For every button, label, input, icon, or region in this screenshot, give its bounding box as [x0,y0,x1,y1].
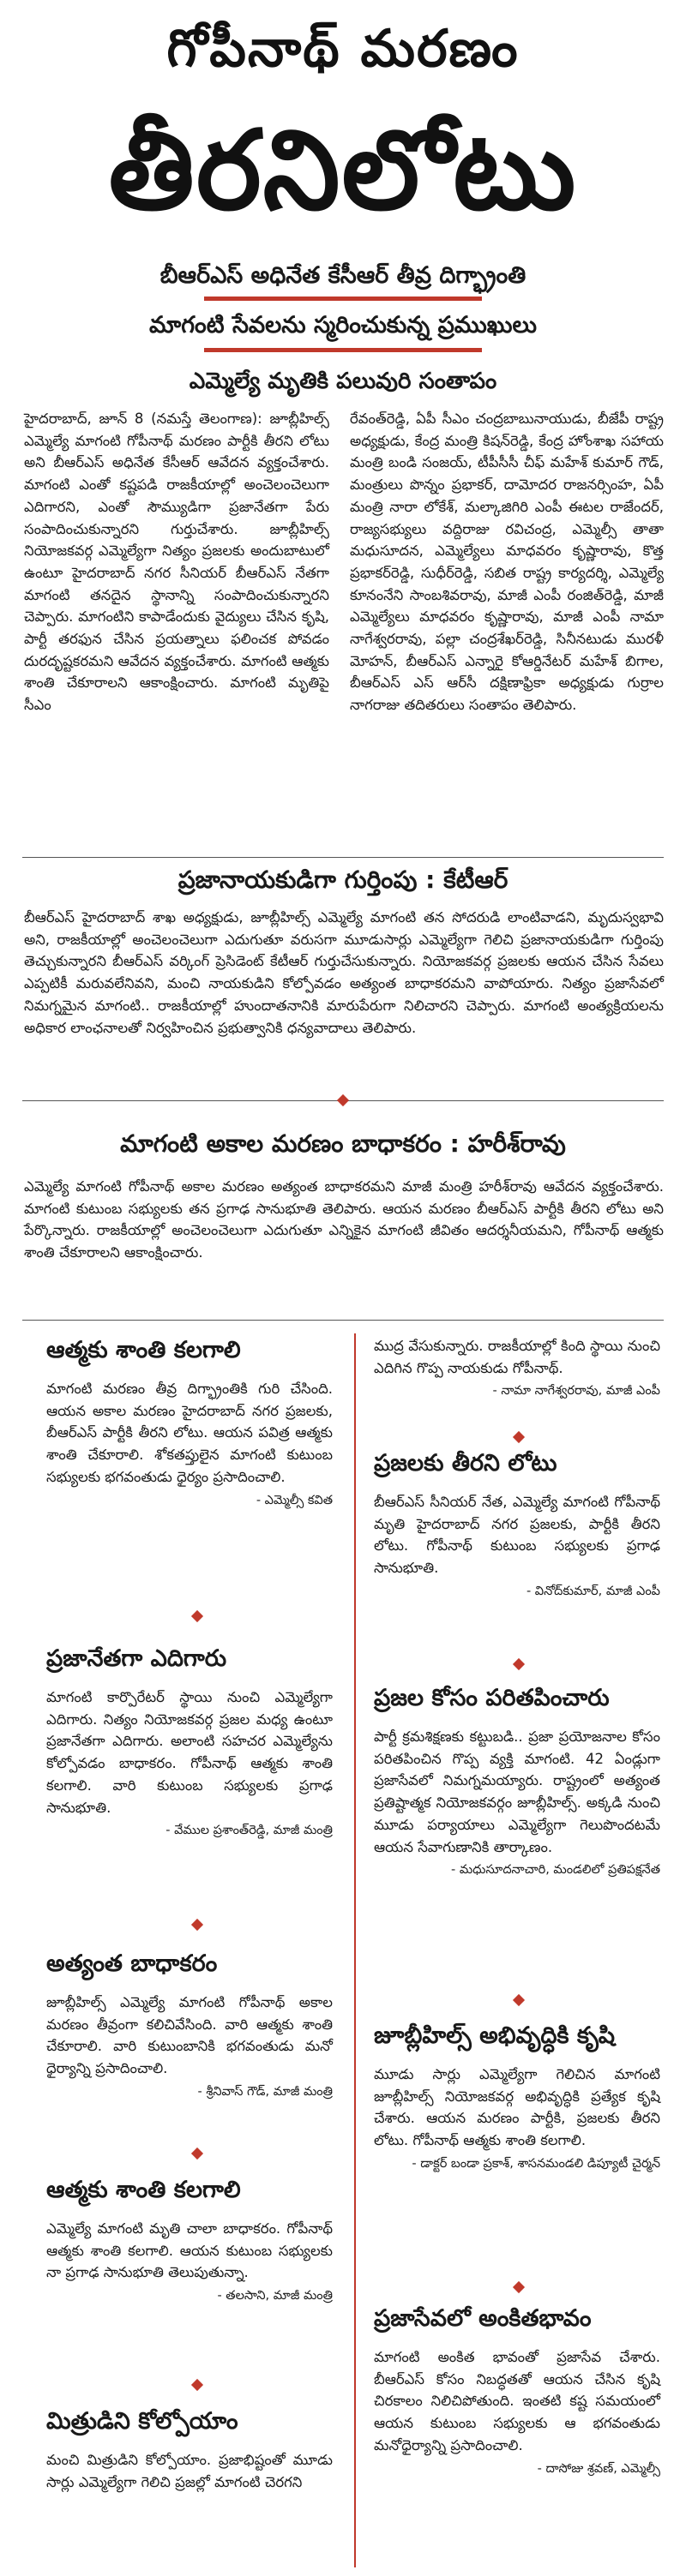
tribute-signature: - తలసాని, మాజీ మంత్రి [217,2289,333,2303]
tribute-title: ప్రజానేతగా ఎదిగారు [46,1645,227,1672]
tribute-box-dasoju [374,2305,660,2479]
divider-ornament [191,1919,203,1931]
subhead-2: మాగంటి సేవలను స్మరించుకున్న ప్రముఖులు [149,312,537,338]
tribute-signature: - శ్రీనివాస్ గౌడ్, మాజీ మంత్రి [197,2084,333,2099]
headline-line-2: తీరనిలోటు [108,106,578,235]
tribute-title: ప్రజల కోసం పరితపించారు [374,1685,610,1711]
divider-ornament [513,1431,525,1443]
tribute-body: జూబ్లీహిల్స్ ఎమ్మెల్యే మాగంటి గోపీనాథ్ అకాల మరణం తీవ్రంగా కలిచివేసింది. వారి ఆత్మకు శాంతి చేకూరాలి. వారి కుటుంబానికి భగవంతుడు మనో ధైర్యాన్ని ప్రసాదించాలి. [46,1994,333,2077]
tribute-box-nama-continued [374,1335,660,1401]
tribute-signature: - డాక్టర్ బండా ప్రకాశ్, శాసనమండలి డిప్యూటీ చైర్మన్ [412,2156,660,2171]
tribute-box-vinod [374,1450,660,1602]
section-divider [22,1320,664,1321]
divider-ornament [513,1658,525,1670]
tribute-box-nama-start [46,2408,333,2493]
tribute-title: మిత్రుడిని కోల్పోయాం [46,2408,238,2435]
tribute-body: మాగంటి కార్పొరేటర్ స్థాయి నుంచి ఎమ్మెల్యేగా ఎదిగారు. నిత్యం నియోజకవర్గ ప్రజల మధ్య ఉంటూ ప్రజానేతగా ఎదిగారు. అలాంటి సహచర ఎమ్మెల్యేను కోల్పోవడం బాధాకరం. గోపీనాథ్ ఆత్మకు శాంతి కలగాలి. వారి కుటుంబ సభ్యులకు ప్రగాఢ సానుభూతి. [46,1689,333,1816]
tribute-box-kavitha [46,1337,333,1511]
tribute-title: అత్యంత బాధాకరం [46,1950,218,1977]
section-divider [22,857,664,858]
tribute-signature: - వినోద్‌కుమార్, మాజీ ఎంపీ [526,1584,660,1598]
tribute-box-talasani [46,2177,333,2306]
ktr-section-title: ప్రజానాయకుడిగా గుర్తింపు : కేటీఆర్ [178,866,508,894]
tribute-body: మాగంటి అంకిత భావంతో ప్రజాసేవ చేశారు. బీఆర్ఎస్ కోసం నిబద్ధతతో ఆయన చేసిన కృషి చిరకాలం నిలిచిపోతుంది. ఇంతటి కష్ట సమయంలో ఆయన కుటుంబ సభ్యులకు ఆ భగవంతుడు మనోధైర్యాన్ని ప్రసాదించాలి. [374,2349,660,2453]
headline-line-1: గోపీనాథ్ మరణం [166,19,520,79]
tribute-signature: - దాసోజు శ్రవణ్, ఎమ్మెల్సీ [537,2461,660,2476]
tribute-body: మూడు సార్లు ఎమ్మెల్యేగా గెలిచిన మాగంటి జూబ్లీహిల్స్ నియోజకవర్గ అభివృద్ధికి ప్రత్యేక కృషి చేశారు. ఆయన మరణం పార్టీకి, ప్రజలకు తీరని లోటు. గోపీనాథ్ ఆత్మకు శాంతి కలగాలి. [374,2066,660,2149]
harish-text: ఎమ్మెల్యే మాగంటి గోపీనాథ్ అకాల మరణం అత్యంత బాధాకరమని మాజీ మంత్రి హరీశ్‌రావు ఆవేదన వ్యక్తంచేశారు. మాగంటి కుటుంబ సభ్యులకు తన ప్రగాఢ సానుభూతి తెలిపారు. ఆయన మరణం బీఆర్ఎస్ పార్టీకి తీరని లోటు అని పేర్కొన్నారు. రాజకీయాల్లో అంచెలంచెలుగా ఎదుగుతూ ఎన్నికైన మాగంటి జీవితం ఆదర్శనీయమని, గోపీనాథ్ ఆత్మకు శాంతి చేకూరాలని ఆకాంక్షించారు. [24,1178,664,1261]
divider-ornament [337,1094,349,1106]
divider-ornament [513,2281,525,2293]
harish-section-body [24,1176,664,1264]
divider-ornament [513,1994,525,2006]
subhead-divider [204,297,482,301]
tribute-box-madhusudhanachari [374,1685,660,1880]
subhead-divider [204,348,482,352]
harish-section-title: మాగంటి అకాల మరణం బాధాకరం : హరీశ్‌రావు [120,1129,566,1158]
lead-right-text: రేవంత్‌రెడ్డి, ఏపీ సీఎం చంద్రబాబునాయుడు, బీజేపీ రాష్ట్ర అధ్యక్షుడు, కేంద్ర మంత్రి కిషన్‌రెడ్డి, కేంద్ర హోంశాఖ సహాయ మంత్రి బండి సంజయ్, టీపీసీసీ చీఫ్ మహేశ్ కుమార్ గౌడ్, మంత్రులు పొన్నం ప్రభాకర్, దామోదర రాజనర్సింహ, ఏపీ మంత్రి నారా లోకేశ్, మల్కాజిగిరి ఎంపీ ఈటల రాజేందర్, రాజ్యసభ్యులు వద్దిరాజు రవిచంద్ర, ఎమ్మెల్సీ తాతా మధుసూదన, ఎమ్మెల్యేలు మాధవరం కృష్ణారావు, కొత్త ప్రభాకర్‌రెడ్డి, సుధీర్‌రెడ్డి, సబిత రాష్ట్ర కార్యదర్శి, ఎమ్మెల్యే కూనంనేని సాంబశివరావు, మాజీ ఎంపీ రంజిత్‌రెడ్డి, మాజీ ఎమ్మెల్యేలు మాధవరం కృష్ణారావు, మాజీ ఎంపీ నామా నాగేశ్వరరావు, పల్లా చంద్రశేఖర్‌రెడ్డి, సినీనటుడు మురళీ మోహన్, బీఆర్ఎస్ ఎన్నారై కోఆర్డినేటర్ మహేశ్ బిగాల, బీఆర్ఎస్ ఎస్ ఆర్‌సీ దక్షిణాఫ్రికా అధ్యక్షుడు గుర్రాల నాగరాజు తదితరులు సంతాపం తెలిపారు. [350,410,664,714]
tribute-body: ముద్ర వేసుకున్నారు. రాజకీయాల్లో కింది స్థాయి నుంచి ఎదిగిన గొప్ప నాయకుడు గోపీనాథ్. [374,1338,660,1376]
ktr-section-body [24,907,664,1039]
tribute-title: ఆత్మకు శాంతి కలగాలి [46,2177,241,2203]
tribute-body: బీఆర్ఎస్ సీనియర్ నేత, ఎమ్మెల్యే మాగంటి గోపీనాథ్ మృతి హైదరాబాద్ నగర ప్రజలకు, పార్టీకి తీరని లోటు. గోపీనాథ్ కుటుంబ సభ్యులకు ప్రగాఢ సానుభూతి. [374,1494,660,1577]
divider-ornament [191,2379,203,2391]
divider-ornament [191,1610,203,1622]
tribute-title: జూబ్లీహిల్స్ అభివృద్ధికి కృషి [374,2022,616,2049]
ktr-text: బీఆర్ఎస్ హైదరాబాద్ శాఖ అధ్యక్షుడు, జూబ్లీహిల్స్ ఎమ్మెల్యే మాగంటి తన సోదరుడి లాంటివాడని, మృదుస్వభావి అని, రాజకీయాల్లో అంచెలంచెలుగా ఎదుగుతూ వరుసగా మూడుసార్లు ఎమ్మెల్యేగా గెలిచి ప్రజానాయకుడిగా గుర్తింపు తెచ్చుకున్నారని బీఆర్ఎస్ వర్కింగ్ ప్రెసిడెంట్ కేటీఆర్ గుర్తుచేసుకున్నారు. నియోజకవర్గ ప్రజలకు ఆయన చేసిన సేవలు ఎప్పటికీ మరువలేనివని, మంచి నాయకుడిని కోల్పోవడం అత్యంత బాధాకరమని వాపోయారు. నిత్యం ప్రజాసేవలో నిమగ్నమైన మాగంటి.. రాజకీయాల్లో హుందాతనానికి మారుపేరుగా నిలిచారని చెప్పారు. మాగంటి అంత్యక్రియలను అధికార లాంఛనాలతో నిర్వహించిన ప్రభుత్వానికి ధన్యవాదాలు తెలిపారు. [24,909,664,1036]
subhead-1: బీఆర్ఎస్ అధినేత కేసీఆర్ తీవ్ర దిగ్భ్రాంతి [159,262,527,289]
tribute-signature: - వేముల ప్రశాంత్‌రెడ్డి, మాజీ మంత్రి [165,1824,333,1838]
tribute-box-banda-prakash [374,2022,660,2174]
lead-article-right-column [350,408,664,716]
divider-ornament [191,2148,203,2160]
tribute-title: ప్రజాసేవలో అంకితభావం [374,2305,592,2332]
tribute-signature: - మధుసూదనాచారి, మండలిలో ప్రతిపక్షనేత [451,1863,660,1878]
tribute-signature: - నామా నాగేశ్వరరావు, మాజీ ఎంపీ [492,1384,660,1399]
tribute-title: ఆత్మకు శాంతి కలగాలి [46,1337,241,1363]
tribute-body: పార్టీ క్రమశిక్షణకు కట్టుబడి.. ప్రజా ప్రయోజనాల కోసం పరితపించిన గొప్ప వ్యక్తి మాగంటి. 42 ఏండ్లుగా ప్రజాసేవలో నిమగ్నమయ్యారు. రాష్ట్రంలో అత్యంత ప్రతిష్టాత్మక నియోజకవర్గం జూబ్లీహిల్స్. అక్కడి నుంచి మూడు పర్యాయాలు ఎమ్మెల్యేగా గెలుపొందటమే ఆయన సేవాగుణానికి తార్కాణం. [374,1728,660,1855]
tribute-box-srinivas [46,1950,333,2102]
lead-left-text: హైదరాబాద్, జూన్ 8 (నమస్తే తెలంగాణ): జూబ్లీహిల్స్ ఎమ్మెల్యే మాగంటి గోపీనాథ్ మరణం పార్టీకి తీరని లోటు అని బీఆర్ఎస్ అధినేత కేసీఆర్ ఆవేదన వ్యక్తంచేశారు. మాగంటి ఎంతో కష్టపడి రాజకీయాల్లో అంచెలంచెలుగా ఎదిగారని, ఎంతో సౌమ్యుడిగా ప్రజానేతగా పేరు సంపాదించుకున్నారని గుర్తుచేశారు. జూబ్లీహిల్స్ నియోజకవర్గ ఎమ్మెల్యేగా నిత్యం ప్రజలకు అందుబాటులో ఉంటూ హైదరాబాద్ నగర సీనియర్ బీఆర్ఎస్ నేతగా మాగంటి తనదైన స్థానాన్ని సంపాదించుకున్నారని చెప్పారు. మాగంటిని కాపాడేందుకు వైద్యులు చేసిన కృషి, పార్టీ తరఫున చేసిన ప్రయత్నాలు ఫలించక పోవడం దురదృష్టకరమని ఆవేదన వ్యక్తంచేశారు. మాగంటి ఆత్మకు శాంతి చేకూరాలని ఆకాంక్షించారు. మాగంటి మృతిపై సీఎం [24,410,329,714]
tribute-box-prashanth [46,1645,333,1841]
column-separator [354,1333,356,2567]
lead-article-left-column [24,408,329,716]
tribute-body: ఎమ్మెల్యే మాగంటి మృతి చాలా బాధాకరం. గోపీనాథ్ ఆత్మకు శాంతి కలగాలి. ఆయన కుటుంబ సభ్యులకు నా ప్రగాఢ సానుభూతి తెలుపుతున్నా. [46,2220,333,2281]
tribute-body: మాగంటి మరణం తీవ్ర దిగ్భ్రాంతికి గురి చేసింది. ఆయన అకాల మరణం హైదరాబాద్ నగర ప్రజలకు, బీఆర్ఎస్ పార్టీకి తీరని లోటు. ఆయన పవిత్ర ఆత్మకు శాంతి చేకూరాలి. శోకతప్తులైన మాగంటి కుటుంబ సభ్యులకు భగవంతుడు ధైర్యం ప్రసాదించాలి. [46,1381,333,1485]
tribute-signature: - ఎమ్మెల్సీ కవిత [256,1493,333,1507]
tribute-title: ప్రజలకు తీరని లోటు [374,1450,557,1477]
tribute-body: మంచి మిత్రుడిని కోల్పోయాం. ప్రజాభిష్టంతో మూడు సార్లు ఎమ్మెల్యేగా గెలిచి ప్రజల్లో మాగంటి చెరగని [46,2452,333,2490]
subhead-3: ఎమ్మెల్యే మృతికి పలువురి సంతాపం [189,368,497,394]
